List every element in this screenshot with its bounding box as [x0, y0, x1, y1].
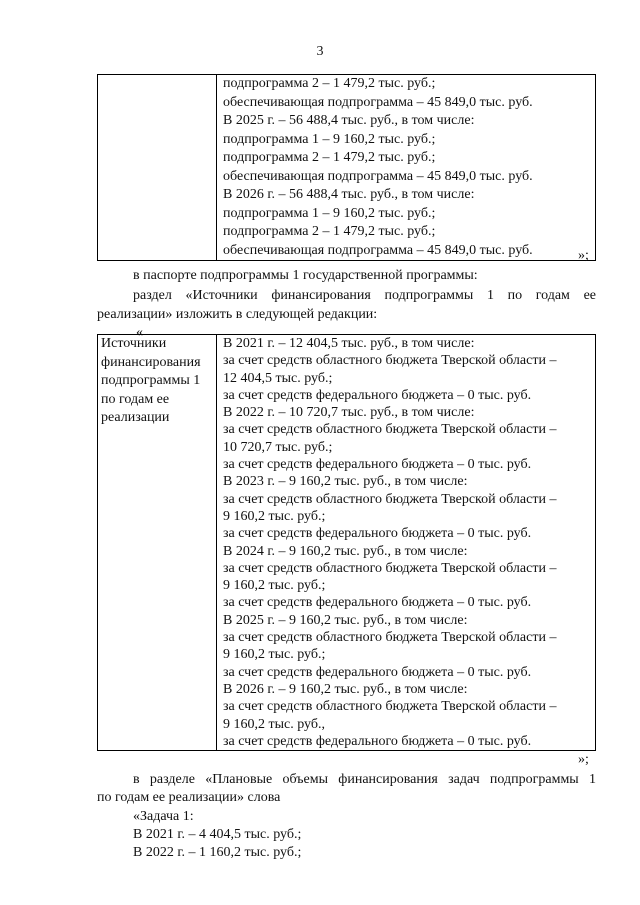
closing-quote-1: »; [578, 248, 589, 263]
table2-line: В 2024 г. – 9 160,2 тыс. руб., в том числе: [223, 543, 468, 559]
table2-line: В 2025 г. – 9 160,2 тыс. руб., в том числе: [223, 612, 468, 628]
table2-line: за счет средств областного бюджета Тверской области – [223, 560, 557, 576]
table2-line: за счет средств областного бюджета Тверской области – [223, 422, 557, 438]
table1-left-cell [98, 75, 217, 261]
paragraph-section-line1: раздел «Источники финансирования подпрограммы 1 по годам ее [133, 288, 596, 303]
table2-line: 9 160,2 тыс. руб.; [223, 647, 326, 663]
table2-line: за счет средств областного бюджета Тверской области – [223, 353, 557, 369]
table2-line: В 2023 г. – 9 160,2 тыс. руб., в том числе: [223, 474, 468, 490]
table1-line: обеспечивающая подпрограмма – 45 849,0 тыс. руб. [223, 94, 533, 110]
table2-left-line: финансирования [101, 354, 201, 370]
paragraph-section-line2: реализации» изложить в следующей редакции: [97, 307, 378, 322]
task-label: «Задача 1: [133, 809, 194, 824]
table2-line: за счет средств областного бюджета Тверской области – [223, 491, 557, 507]
table2-line: В 2022 г. – 10 720,7 тыс. руб., в том числе: [223, 405, 475, 421]
table1-line: подпрограмма 2 – 1 479,2 тыс. руб.; [223, 150, 436, 165]
table2-line: за счет средств федерального бюджета – 0 тыс. руб. [223, 664, 532, 680]
table2-line: за счет средств федерального бюджета – 0 тыс. руб. [223, 457, 532, 473]
table2-line: за счет средств федерального бюджета – 0 тыс. руб. [223, 733, 532, 749]
paragraph-planned-line1: в разделе «Плановые объемы финансирования задач подпрограммы 1 [133, 772, 596, 787]
table1-right-cell [217, 75, 596, 261]
table1-line: В 2025 г. – 56 488,4 тыс. руб., в том числе: [223, 113, 475, 128]
table1-line: обеспечивающая подпрограмма – 45 849,0 тыс. руб. [223, 168, 533, 184]
table2-line: за счет средств федерального бюджета – 0 тыс. руб. [223, 526, 532, 542]
table2-line: 12 404,5 тыс. руб.; [223, 370, 333, 386]
table2-right-cell [217, 335, 596, 751]
page-number: 3 [316, 44, 324, 59]
table1-line: В 2026 г. – 56 488,4 тыс. руб., в том числе: [223, 187, 475, 202]
table2-line: 10 720,7 тыс. руб.; [223, 439, 333, 455]
table1-line: подпрограмма 1 – 9 160,2 тыс. руб.; [223, 205, 436, 221]
table1-line: подпрограмма 2 – 1 479,2 тыс. руб.; [223, 224, 436, 239]
task-line: В 2022 г. – 1 160,2 тыс. руб.; [133, 845, 302, 860]
paragraph-planned-line2: по годам ее реализации» слова [97, 790, 281, 805]
table2-line: В 2021 г. – 12 404,5 тыс. руб., в том числе: [223, 336, 475, 351]
table2-left-line: подпрограммы 1 [101, 373, 201, 388]
table1-line: подпрограмма 1 – 9 160,2 тыс. руб.; [223, 131, 436, 147]
closing-quote-2: »; [578, 752, 589, 767]
paragraph-passport: в паспорте подпрограммы 1 государственной программы: [133, 268, 478, 283]
table2-line: за счет средств областного бюджета Тверской области – [223, 630, 557, 646]
task-line: В 2021 г. – 4 404,5 тыс. руб.; [133, 827, 302, 842]
table2-line: 9 160,2 тыс. руб.; [223, 578, 326, 594]
table2-line: за счет средств федерального бюджета – 0 тыс. руб. [223, 595, 532, 611]
table2-left-cell [98, 335, 217, 751]
funding-sources-table [97, 334, 596, 751]
opening-quote: « [136, 325, 143, 340]
table2-line: В 2026 г. – 9 160,2 тыс. руб., в том числе: [223, 681, 468, 697]
table2-line: за счет средств федерального бюджета – 0 тыс. руб. [223, 387, 532, 403]
funding-table-continued [97, 74, 596, 261]
table2-line: 9 160,2 тыс. руб., [223, 716, 325, 732]
table2-left-line: Источники [101, 336, 167, 351]
table2-left-line: реализации [101, 410, 170, 425]
table2-line: 9 160,2 тыс. руб.; [223, 508, 326, 524]
table1-line: обеспечивающая подпрограмма – 45 849,0 тыс. руб. [223, 242, 533, 258]
table2-line: за счет средств областного бюджета Тверской области – [223, 699, 557, 715]
table1-line: подпрограмма 2 – 1 479,2 тыс. руб.; [223, 76, 436, 91]
table2-left-line: по годам ее [101, 391, 170, 407]
